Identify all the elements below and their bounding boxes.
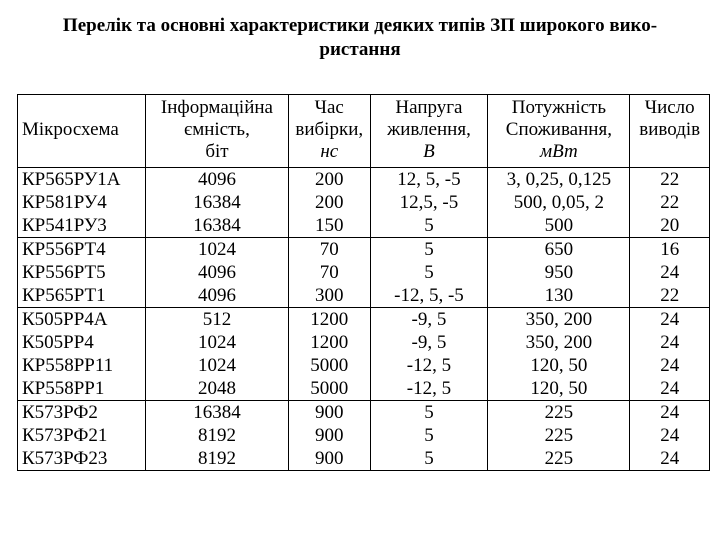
cell-access-time: 900 bbox=[288, 401, 370, 425]
cell-access-time: 1200 bbox=[288, 308, 370, 332]
cell-chip: К505РР4 bbox=[18, 331, 146, 354]
cell-voltage: 5 bbox=[370, 238, 488, 262]
cell-voltage: 5 bbox=[370, 447, 488, 471]
title-line-2: ристання bbox=[319, 39, 401, 60]
cell-pins: 24 bbox=[630, 331, 710, 354]
cell-power: 350, 200 bbox=[488, 331, 630, 354]
cell-voltage: 5 bbox=[370, 261, 488, 284]
header-access-time: Час вибірки, нс bbox=[288, 95, 370, 168]
cell-access-time: 300 bbox=[288, 284, 370, 308]
header-voltage: Напруга живлення, В bbox=[370, 95, 488, 168]
cell-voltage: -9, 5 bbox=[370, 331, 488, 354]
cell-power: 500 bbox=[488, 214, 630, 238]
cell-power: 3, 0,25, 0,125 bbox=[488, 168, 630, 192]
cell-power: 350, 200 bbox=[488, 308, 630, 332]
cell-power: 120, 50 bbox=[488, 377, 630, 401]
cell-pins: 16 bbox=[630, 238, 710, 262]
table-row bbox=[18, 377, 710, 401]
table-row bbox=[18, 191, 710, 214]
cell-access-time: 900 bbox=[288, 447, 370, 471]
title-line-1: Перелік та основні характеристики деяких типів ЗП широкого вико- bbox=[62, 15, 658, 36]
cell-chip: КР565РТ1 bbox=[18, 284, 146, 308]
cell-power: 650 bbox=[488, 238, 630, 262]
cell-chip: КР541РУ3 bbox=[18, 214, 146, 238]
cell-access-time: 150 bbox=[288, 214, 370, 238]
table-row bbox=[18, 308, 710, 332]
cell-pins: 24 bbox=[630, 401, 710, 425]
cell-voltage: 12,5, -5 bbox=[370, 191, 488, 214]
table-row bbox=[18, 214, 710, 238]
cell-access-time: 70 bbox=[288, 261, 370, 284]
table-row bbox=[18, 261, 710, 284]
cell-power: 225 bbox=[488, 447, 630, 471]
cell-chip: КР556РТ5 bbox=[18, 261, 146, 284]
cell-pins: 24 bbox=[630, 424, 710, 447]
cell-power: 225 bbox=[488, 424, 630, 447]
cell-capacity: 2048 bbox=[145, 377, 288, 401]
cell-capacity: 4096 bbox=[145, 168, 288, 192]
cell-pins: 22 bbox=[630, 284, 710, 308]
cell-chip: КР558РР1 bbox=[18, 377, 146, 401]
cell-chip: КР565РУ1А bbox=[18, 168, 146, 192]
table-header-row bbox=[18, 95, 710, 168]
cell-capacity: 16384 bbox=[145, 214, 288, 238]
header-chip: Мікросхема bbox=[18, 95, 146, 168]
header-power: Потужність Споживання, мВт bbox=[488, 95, 630, 168]
header-capacity: Інформаційна ємність, біт bbox=[145, 95, 288, 168]
cell-voltage: -9, 5 bbox=[370, 308, 488, 332]
cell-access-time: 70 bbox=[288, 238, 370, 262]
cell-access-time: 200 bbox=[288, 191, 370, 214]
cell-power: 500, 0,05, 2 bbox=[488, 191, 630, 214]
cell-chip: К505РР4А bbox=[18, 308, 146, 332]
cell-capacity: 8192 bbox=[145, 424, 288, 447]
cell-power: 225 bbox=[488, 401, 630, 425]
cell-voltage: 5 bbox=[370, 401, 488, 425]
cell-pins: 24 bbox=[630, 354, 710, 377]
chip-spec-table bbox=[17, 94, 710, 471]
cell-voltage: 12, 5, -5 bbox=[370, 168, 488, 192]
cell-chip: К573РФ21 bbox=[18, 424, 146, 447]
cell-pins: 24 bbox=[630, 447, 710, 471]
cell-voltage: 5 bbox=[370, 424, 488, 447]
cell-voltage: 5 bbox=[370, 214, 488, 238]
page-title bbox=[10, 14, 710, 62]
cell-access-time: 5000 bbox=[288, 354, 370, 377]
table-row bbox=[18, 168, 710, 192]
cell-pins: 22 bbox=[630, 168, 710, 192]
cell-capacity: 16384 bbox=[145, 401, 288, 425]
cell-chip: К573РФ2 bbox=[18, 401, 146, 425]
cell-capacity: 1024 bbox=[145, 354, 288, 377]
cell-pins: 24 bbox=[630, 377, 710, 401]
cell-chip: КР558РР11 bbox=[18, 354, 146, 377]
cell-capacity: 8192 bbox=[145, 447, 288, 471]
table-row bbox=[18, 354, 710, 377]
table-row bbox=[18, 331, 710, 354]
cell-pins: 22 bbox=[630, 191, 710, 214]
cell-pins: 24 bbox=[630, 308, 710, 332]
cell-power: 130 bbox=[488, 284, 630, 308]
table-row bbox=[18, 284, 710, 308]
cell-chip: К573РФ23 bbox=[18, 447, 146, 471]
table-row bbox=[18, 424, 710, 447]
cell-capacity: 4096 bbox=[145, 261, 288, 284]
cell-power: 120, 50 bbox=[488, 354, 630, 377]
cell-voltage: -12, 5 bbox=[370, 354, 488, 377]
cell-capacity: 16384 bbox=[145, 191, 288, 214]
cell-capacity: 1024 bbox=[145, 238, 288, 262]
cell-voltage: -12, 5, -5 bbox=[370, 284, 488, 308]
cell-access-time: 900 bbox=[288, 424, 370, 447]
cell-chip: КР581РУ4 bbox=[18, 191, 146, 214]
cell-capacity: 1024 bbox=[145, 331, 288, 354]
cell-access-time: 200 bbox=[288, 168, 370, 192]
cell-power: 950 bbox=[488, 261, 630, 284]
cell-access-time: 1200 bbox=[288, 331, 370, 354]
cell-voltage: -12, 5 bbox=[370, 377, 488, 401]
cell-capacity: 4096 bbox=[145, 284, 288, 308]
table-row bbox=[18, 238, 710, 262]
cell-capacity: 512 bbox=[145, 308, 288, 332]
header-pins: Число виводів bbox=[630, 95, 710, 168]
cell-pins: 20 bbox=[630, 214, 710, 238]
table-row bbox=[18, 447, 710, 471]
table-row bbox=[18, 401, 710, 425]
table-body bbox=[18, 168, 710, 471]
cell-chip: КР556РТ4 bbox=[18, 238, 146, 262]
cell-pins: 24 bbox=[630, 261, 710, 284]
cell-access-time: 5000 bbox=[288, 377, 370, 401]
